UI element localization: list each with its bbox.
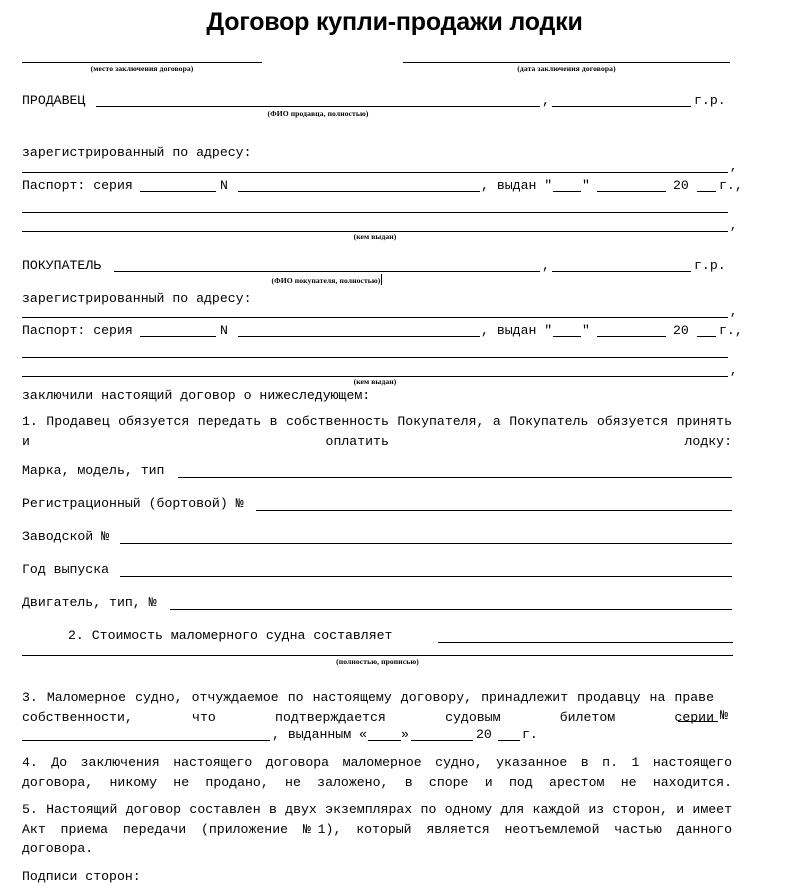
clause-3-issued-label: , выданным « [272,727,367,742]
buyer-issuer-tail: , [730,364,738,378]
clause-3-number-mark: № [720,708,728,723]
clause-2-caption: (полностью, прописью) [336,657,419,666]
seller-address-tail: , [730,160,738,174]
boat-field-blank-0[interactable] [178,477,732,478]
signatures-label: Подписи сторон: [22,869,141,884]
buyer-name-caption-text: (ФИО покупателя, полностью) [271,276,381,285]
clause-5-text: 5. Настоящий договор составлен в двух экземплярах по одному для каждой из сторон, и имеет Акт приема передачи (приложение №1), который является неотъемлемой частью данного договора. [22,802,732,856]
clause-1 [22,412,732,471]
preamble-text: заключили настоящий договор о нижеследующем: [22,388,371,403]
text-cursor [381,274,382,285]
date-of-contract-blank[interactable] [403,62,730,63]
clause-5 [22,800,732,878]
seller-issued-quote-close: " [582,178,590,193]
buyer-issued-quote-close: " [582,323,590,338]
clause-3-ticket-blank[interactable] [22,740,270,741]
buyer-passport-label: Паспорт: серия [22,323,133,338]
boat-field-blank-4[interactable] [170,609,732,610]
buyer-birth-blank[interactable] [552,271,691,272]
seller-issued-year-blank[interactable] [697,191,716,192]
seller-birth-label: г.р. [694,93,726,108]
buyer-address-tail: , [730,305,738,319]
clause-3-quote-close: » [401,727,409,742]
boat-field-label-0: Марка, модель, тип [22,463,165,478]
buyer-name-comma: , [542,258,550,273]
buyer-passport-series-blank[interactable] [140,336,216,337]
buyer-name-caption [114,274,540,285]
clause-2-label: 2. Стоимость маломерного судна составляет [68,628,393,643]
boat-field-label-3: Год выпуска [22,562,110,577]
clause-2-price-blank-2[interactable] [22,655,733,656]
seller-name-blank[interactable] [96,106,540,107]
buyer-issued-year-blank[interactable] [697,336,716,337]
seller-issued-year-suffix: г., [719,178,743,193]
seller-passport-number-blank[interactable] [238,191,480,192]
seller-passport-number-mark: N [220,178,228,193]
clause-2-price-blank-1[interactable] [438,642,733,643]
buyer-passport-number-blank[interactable] [238,336,480,337]
place-of-contract-blank[interactable] [22,62,262,63]
buyer-issued-year-suffix: г., [719,323,743,338]
buyer-issued-day-blank[interactable] [553,336,581,337]
seller-passport-label: Паспорт: серия [22,178,133,193]
buyer-issued-month-blank[interactable] [597,336,666,337]
boat-field-label-2: Заводской № [22,529,110,544]
seller-issued-day-blank[interactable] [553,191,581,192]
clause-4-text: 4. До заключения настоящего договора маломерное судно, указанное в п. 1 настоящего договора, никому не продано, не заложено, в споре и под арестом не находится. [22,755,732,790]
clause-3-year-suffix: г. [522,727,538,742]
buyer-name-blank[interactable] [114,271,540,272]
clause-3-issued-day-blank[interactable] [368,740,401,741]
buyer-issuer-caption: (кем выдан) [353,377,397,386]
buyer-issuer-blank-1[interactable] [22,357,728,358]
seller-issued-year-prefix: 20 [673,178,689,193]
boat-field-blank-3[interactable] [120,576,732,577]
seller-address-blank[interactable] [22,172,728,173]
clause-3-issued-month-blank[interactable] [411,740,473,741]
seller-issuer-blank-1[interactable] [22,212,728,213]
buyer-address-label: зарегистрированный по адресу: [22,291,252,306]
buyer-label: ПОКУПАТЕЛЬ [22,258,102,273]
seller-name-comma: , [542,93,550,108]
clause-1-text: 1. Продавец обязуется передать в собственность Покупателя, а Покупатель обязуется принять и оплатить лодку: [22,414,732,449]
seller-passport-series-blank[interactable] [140,191,216,192]
boat-field-label-1: Регистрационный (бортовой) № [22,496,244,511]
seller-issuer-caption: (кем выдан) [353,232,397,241]
buyer-issued-label: , выдан " [481,323,553,338]
seller-label: ПРОДАВЕЦ [22,93,86,108]
clause-3-series-blank[interactable] [678,721,718,722]
buyer-address-blank[interactable] [22,317,728,318]
boat-field-blank-1[interactable] [256,510,732,511]
buyer-birth-label: г.р. [694,258,726,273]
seller-issued-label: , выдан " [481,178,553,193]
page-title: Договор купли-продажи лодки [206,8,583,36]
boat-field-blank-2[interactable] [120,543,732,544]
boat-field-label-4: Двигатель, тип, № [22,595,157,610]
clause-3-text: 3. Маломерное судно, отчуждаемое по настоящему договору, принадлежит продавцу на праве собственности, что подтверждается судовым билетом серии [22,690,714,725]
date-of-contract-caption: (дата заключения договора) [517,64,616,73]
place-of-contract-caption: (место заключения договора) [90,64,194,73]
clause-3 [22,688,714,747]
seller-name-caption: (ФИО продавца, полностью) [267,109,369,118]
seller-issuer-tail: , [730,219,738,233]
clause-3-year-prefix: 20 [476,727,492,742]
seller-birth-blank[interactable] [552,106,691,107]
seller-address-label: зарегистрированный по адресу: [22,145,252,160]
buyer-issued-year-prefix: 20 [673,323,689,338]
clause-3-year-blank[interactable] [498,740,520,741]
seller-issued-month-blank[interactable] [597,191,666,192]
buyer-passport-number-mark: N [220,323,228,338]
